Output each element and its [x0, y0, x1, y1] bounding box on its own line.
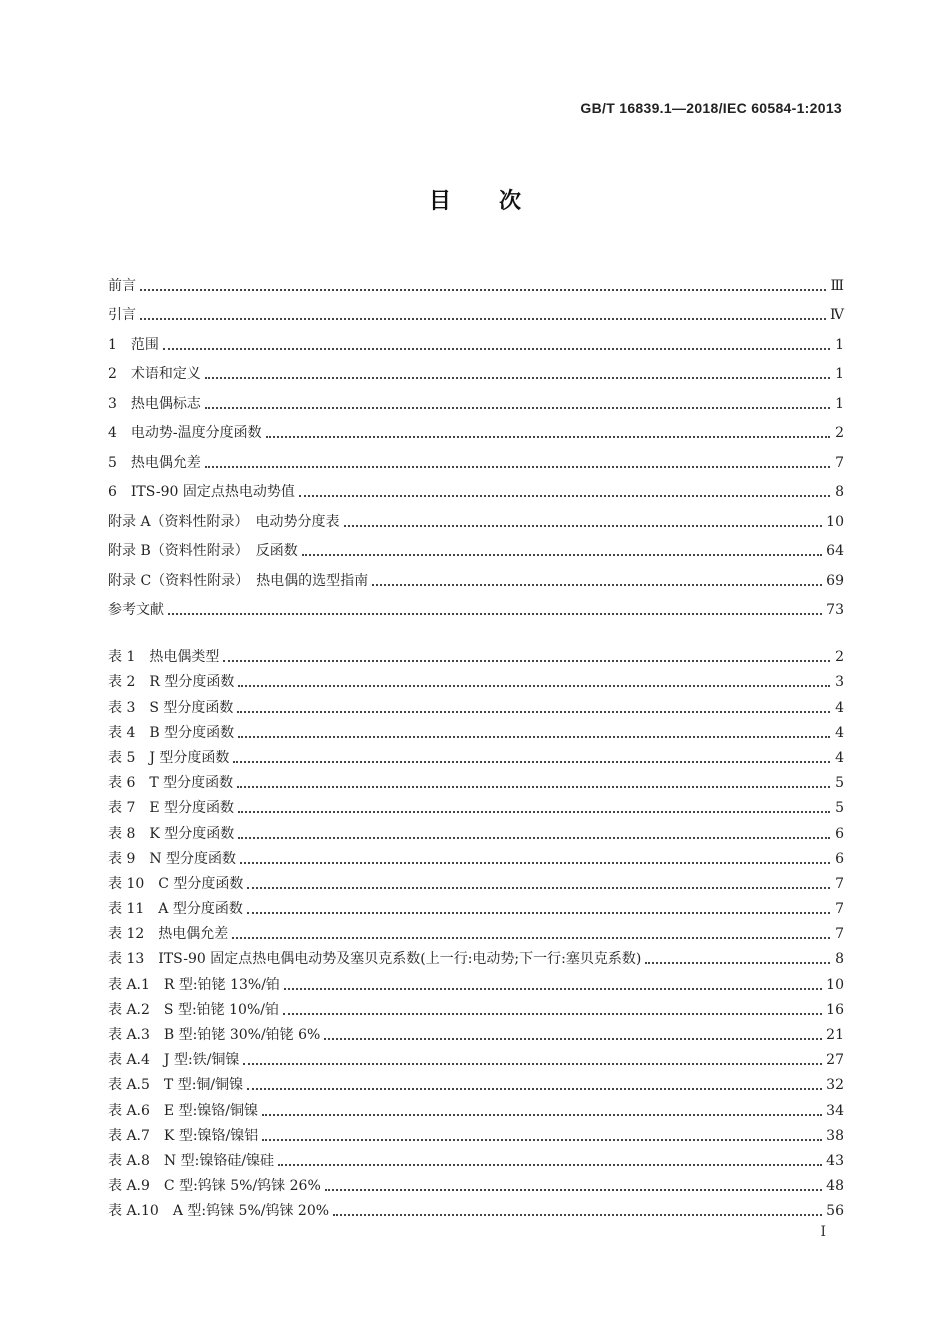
- table-entry-page: 7: [835, 875, 844, 892]
- toc-entry-page: 1: [835, 336, 844, 353]
- dot-leader: [238, 735, 830, 738]
- table-entry[interactable]: [108, 892, 844, 917]
- toc-entry[interactable]: [108, 559, 844, 589]
- dot-leader: [243, 1062, 822, 1065]
- dot-leader: [247, 911, 830, 914]
- table-entry[interactable]: [108, 1093, 844, 1118]
- dot-leader: [278, 1163, 822, 1166]
- table-entry[interactable]: [108, 1119, 844, 1144]
- table-entry-label: 表 8 K 型分度函数: [108, 825, 235, 842]
- table-entry[interactable]: [108, 791, 844, 816]
- table-entry-page: 10: [826, 976, 844, 993]
- dot-leader: [283, 1012, 822, 1015]
- contents-list: [108, 264, 844, 618]
- toc-entry-page: 1: [835, 366, 844, 382]
- dot-leader: [205, 406, 830, 409]
- toc-entry[interactable]: [108, 589, 844, 619]
- toc-entry-label: 引言: [108, 307, 136, 323]
- table-entry-label: 表 11 A 型分度函数: [108, 901, 243, 918]
- table-entry[interactable]: [108, 690, 844, 715]
- table-entry[interactable]: [108, 1043, 844, 1068]
- table-entry[interactable]: [108, 967, 844, 992]
- page-title: 目次: [428, 189, 569, 214]
- dot-leader: [266, 435, 830, 438]
- toc-entry[interactable]: [108, 441, 844, 471]
- dot-leader: [140, 288, 826, 291]
- toc-entry[interactable]: [108, 500, 844, 530]
- dot-leader: [223, 659, 830, 662]
- table-entry[interactable]: [108, 993, 844, 1018]
- dot-leader: [247, 886, 830, 889]
- toc-entry-label: 2 术语和定义: [108, 366, 201, 382]
- table-entry-label: 表 5 J 型分度函数: [108, 749, 230, 766]
- toc-entry-page: Ⅲ: [830, 277, 844, 294]
- dot-leader: [232, 936, 830, 939]
- dot-leader: [168, 612, 822, 615]
- dot-leader: [238, 684, 830, 687]
- table-entry[interactable]: [108, 716, 844, 741]
- toc-entry-label: 附录 A（资料性附录） 电动势分度表: [108, 513, 340, 530]
- dot-leader: [333, 1213, 822, 1216]
- table-entry-label: 表 9 N 型分度函数: [108, 850, 237, 867]
- table-entry-page: 48: [826, 1178, 844, 1195]
- table-entry-page: 7: [835, 926, 844, 943]
- table-entry-page: 21: [826, 1027, 844, 1043]
- toc-entry[interactable]: [108, 353, 844, 383]
- table-entry-page: 3: [835, 674, 844, 691]
- dot-leader: [205, 376, 830, 379]
- dot-leader: [262, 1113, 822, 1116]
- toc-entry-label: 1 范围: [108, 336, 159, 353]
- table-entry-page: 8: [835, 951, 844, 968]
- table-entry-label: 表 A.9 C 型:钨铼 5%/钨铼 26%: [108, 1178, 321, 1195]
- dot-leader: [238, 836, 830, 839]
- page-number: I: [820, 1224, 826, 1240]
- table-entry-label: 表 A.6 E 型:镍铬/铜镍: [108, 1102, 259, 1119]
- dot-leader: [325, 1188, 822, 1191]
- tables-list: [108, 640, 844, 1219]
- toc-entry-label: 前言: [108, 277, 136, 294]
- table-entry-label: 表 6 T 型分度函数: [108, 775, 234, 792]
- table-entry-label: 表 A.4 J 型:铁/铜镍: [108, 1052, 240, 1069]
- table-entry-page: 34: [826, 1102, 844, 1119]
- dot-leader: [163, 347, 830, 350]
- dot-leader: [247, 1087, 822, 1090]
- toc-entry-page: 1: [835, 395, 844, 412]
- table-entry-page: 6: [835, 825, 844, 842]
- table-entry-page: 2: [835, 649, 844, 666]
- table-entry-label: 表 A.3 B 型:铂铑 30%/铂铑 6%: [108, 1027, 321, 1043]
- toc-entry-label: 参考文献: [108, 602, 164, 618]
- table-entry[interactable]: [108, 766, 844, 791]
- dot-leader: [205, 465, 830, 468]
- table-entry[interactable]: [108, 842, 844, 867]
- toc-entry-label: 5 热电偶允差: [108, 454, 201, 471]
- table-entry[interactable]: [108, 942, 844, 967]
- toc-entry-page: 10: [826, 513, 844, 530]
- standard-number-header: GB/T 16839.1—2018/IEC 60584-1:2013: [580, 100, 842, 116]
- table-entry-label: 表 A.2 S 型:铂铑 10%/铂: [108, 1001, 279, 1018]
- table-entry-label: 表 A.10 A 型:钨铼 5%/钨铼 20%: [108, 1203, 330, 1220]
- toc-entry[interactable]: [108, 294, 844, 324]
- toc-entry[interactable]: [108, 530, 844, 560]
- toc-entry[interactable]: [108, 471, 844, 501]
- table-entry-label: 表 1 热电偶类型: [108, 649, 220, 666]
- dot-leader: [233, 760, 830, 763]
- toc-entry[interactable]: [108, 323, 844, 353]
- dot-leader: [140, 317, 826, 320]
- table-entry-label: 表 2 R 型分度函数: [108, 674, 235, 691]
- dot-leader: [372, 583, 822, 586]
- table-entry-label: 表 4 B 型分度函数: [108, 724, 235, 741]
- toc-entry[interactable]: [108, 412, 844, 442]
- table-entry-page: 4: [835, 699, 844, 716]
- toc-entry-page: 2: [835, 425, 844, 441]
- toc-entry[interactable]: [108, 382, 844, 412]
- toc-entry-label: 4 电动势-温度分度函数: [108, 425, 262, 441]
- table-entry-page: 32: [826, 1077, 844, 1094]
- toc-entry-label: 附录 B（资料性附录） 反函数: [108, 543, 298, 559]
- table-entry-page: 43: [826, 1152, 844, 1169]
- table-entry-label: 表 A.1 R 型:铂铑 13%/铂: [108, 976, 280, 993]
- table-entry-label: 表 A.5 T 型:铜/铜镍: [108, 1077, 244, 1094]
- table-entry-label: 表 10 C 型分度函数: [108, 875, 244, 892]
- table-entry[interactable]: [108, 640, 844, 665]
- toc-entry-page: 64: [826, 543, 844, 559]
- table-entry[interactable]: [108, 867, 844, 892]
- table-entry[interactable]: [108, 1144, 844, 1169]
- table-entry[interactable]: [108, 1018, 844, 1043]
- table-entry-label: 表 7 E 型分度函数: [108, 800, 235, 817]
- dot-leader: [284, 987, 822, 990]
- table-entry-page: 7: [835, 901, 844, 918]
- table-entry-page: 27: [826, 1052, 844, 1069]
- table-entry-page: 56: [826, 1203, 844, 1220]
- dot-leader: [238, 810, 830, 813]
- toc-entry[interactable]: [108, 264, 844, 294]
- dot-leader: [324, 1037, 822, 1040]
- dot-leader: [302, 553, 822, 556]
- toc-entry-page: 73: [826, 602, 844, 618]
- table-entry-page: 5: [835, 800, 844, 817]
- table-entry-page: 6: [835, 850, 844, 867]
- dot-leader: [237, 785, 830, 788]
- table-entry[interactable]: [108, 917, 844, 942]
- table-entry[interactable]: [108, 741, 844, 766]
- table-entry-page: 16: [826, 1001, 844, 1018]
- dot-leader: [344, 524, 823, 527]
- table-entry[interactable]: [108, 1169, 844, 1194]
- table-entry-page: 4: [835, 724, 844, 741]
- toc-entry-page: Ⅳ: [830, 307, 844, 323]
- dot-leader: [262, 1138, 822, 1141]
- table-entry[interactable]: [108, 1068, 844, 1093]
- table-entry[interactable]: [108, 1194, 844, 1219]
- table-entry-page: 38: [826, 1127, 844, 1144]
- table-entry-label: 表 12 热电偶允差: [108, 926, 229, 943]
- toc-entry-label: 3 热电偶标志: [108, 395, 201, 412]
- toc-entry-page: 8: [835, 484, 844, 500]
- table-entry[interactable]: [108, 665, 844, 690]
- table-entry[interactable]: [108, 816, 844, 841]
- table-entry-page: 5: [835, 775, 844, 792]
- toc-entry-page: 69: [826, 572, 844, 589]
- table-entry-label: 表 13 ITS-90 固定点热电偶电动势及塞贝克系数(上一行:电动势;下一行:塞贝克系数): [108, 951, 642, 968]
- toc-entry-label: 附录 C（资料性附录） 热电偶的选型指南: [108, 572, 369, 589]
- table-entry-label: 表 3 S 型分度函数: [108, 699, 234, 716]
- table-entry-label: 表 A.7 K 型:镍铬/镍铝: [108, 1127, 259, 1144]
- dot-leader: [299, 494, 830, 497]
- table-entry-label: 表 A.8 N 型:镍铬硅/镍硅: [108, 1152, 275, 1169]
- toc-entry-label: 6 ITS-90 固定点热电动势值: [108, 484, 295, 500]
- dot-leader: [240, 861, 830, 864]
- toc-entry-page: 7: [835, 454, 844, 471]
- table-entry-page: 4: [835, 749, 844, 766]
- dot-leader: [645, 961, 830, 964]
- dot-leader: [237, 710, 830, 713]
